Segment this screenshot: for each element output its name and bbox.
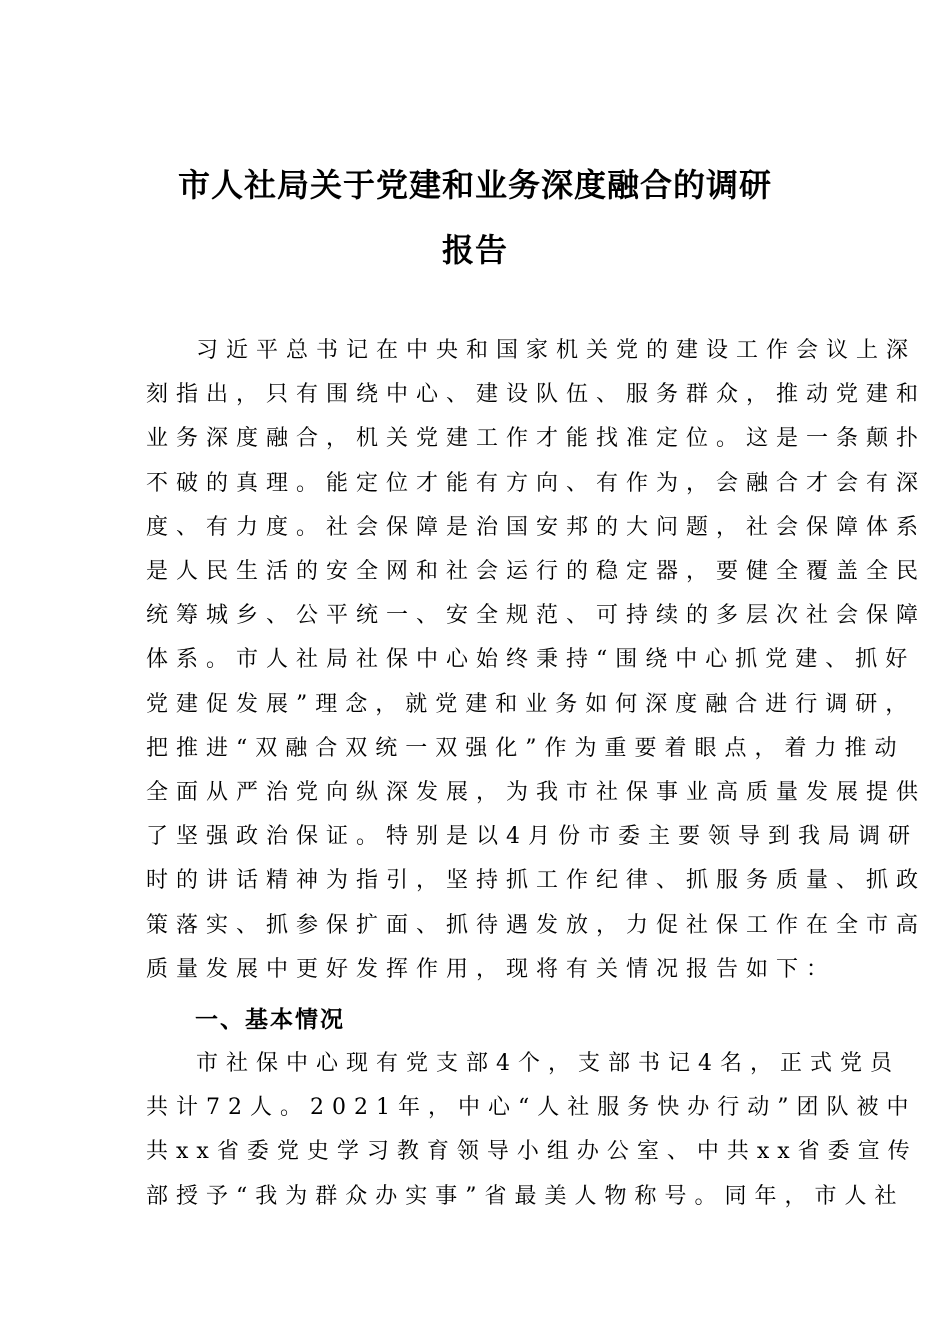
text-line: 度、有力度。社会保障是治国安邦的大问题，社会保障体系 xyxy=(146,514,927,540)
text-line: 策落实、抓参保扩面、抓待遇发放，力促社保工作在全市高 xyxy=(146,912,927,938)
text-line: 把推进“双融合双统一双强化”作为重要着眼点，着力推动 xyxy=(146,735,905,761)
text-line: 体系。市人社局社保中心始终秉持“围绕中心抓党建、抓好 xyxy=(146,647,916,673)
text-line: 不破的真理。能定位才能有方向、有作为，会融合才会有深 xyxy=(146,470,927,496)
text-line: 部授予“我为群众办实事”省最美人物称号。同年，市人社 xyxy=(146,1183,905,1209)
text-line: 业务深度融合，机关党建工作才能找准定位。这是一条颠扑 xyxy=(146,426,927,452)
text-line: 习近平总书记在中央和国家机关党的建设工作会议上深 xyxy=(196,338,917,363)
text-line: 共计72人。2021年，中心“人社服务快办行动”团队被中 xyxy=(146,1095,917,1121)
text-line: 是人民生活的安全网和社会运行的稳定器，要健全覆盖全民 xyxy=(146,559,927,584)
text-line: 全面从严治党向纵深发展，为我市社保事业高质量发展提供 xyxy=(146,780,927,805)
text-line: 了坚强政治保证。特别是以4月份市委主要领导到我局调研 xyxy=(146,824,918,850)
document-title-line-1: 市人社局关于党建和业务深度融合的调研 xyxy=(177,166,772,204)
text-line: 统筹城乡、公平统一、安全规范、可持续的多层次社会保障 xyxy=(146,603,927,629)
text-line: 党建促发展”理念，就党建和业务如何深度融合进行调研， xyxy=(146,691,916,717)
text-line: 质量发展中更好发挥作用，现将有关情况报告如下： xyxy=(146,956,837,982)
document-title-line-2: 报告 xyxy=(441,231,508,269)
section-heading-basic-situation: 一、基本情况 xyxy=(195,1006,345,1033)
text-line: 时的讲话精神为指引，坚持抓工作纪律、抓服务质量、抓政 xyxy=(146,868,927,894)
text-line: 刻指出，只有围绕中心、建设队伍、服务群众，推动党建和 xyxy=(146,382,927,408)
text-line: 市社保中心现有党支部4个，支部书记4名，正式党员 xyxy=(196,1051,900,1076)
text-line: 共xx省委党史学习教育领导小组办公室、中共xx省委宣传 xyxy=(146,1139,918,1165)
